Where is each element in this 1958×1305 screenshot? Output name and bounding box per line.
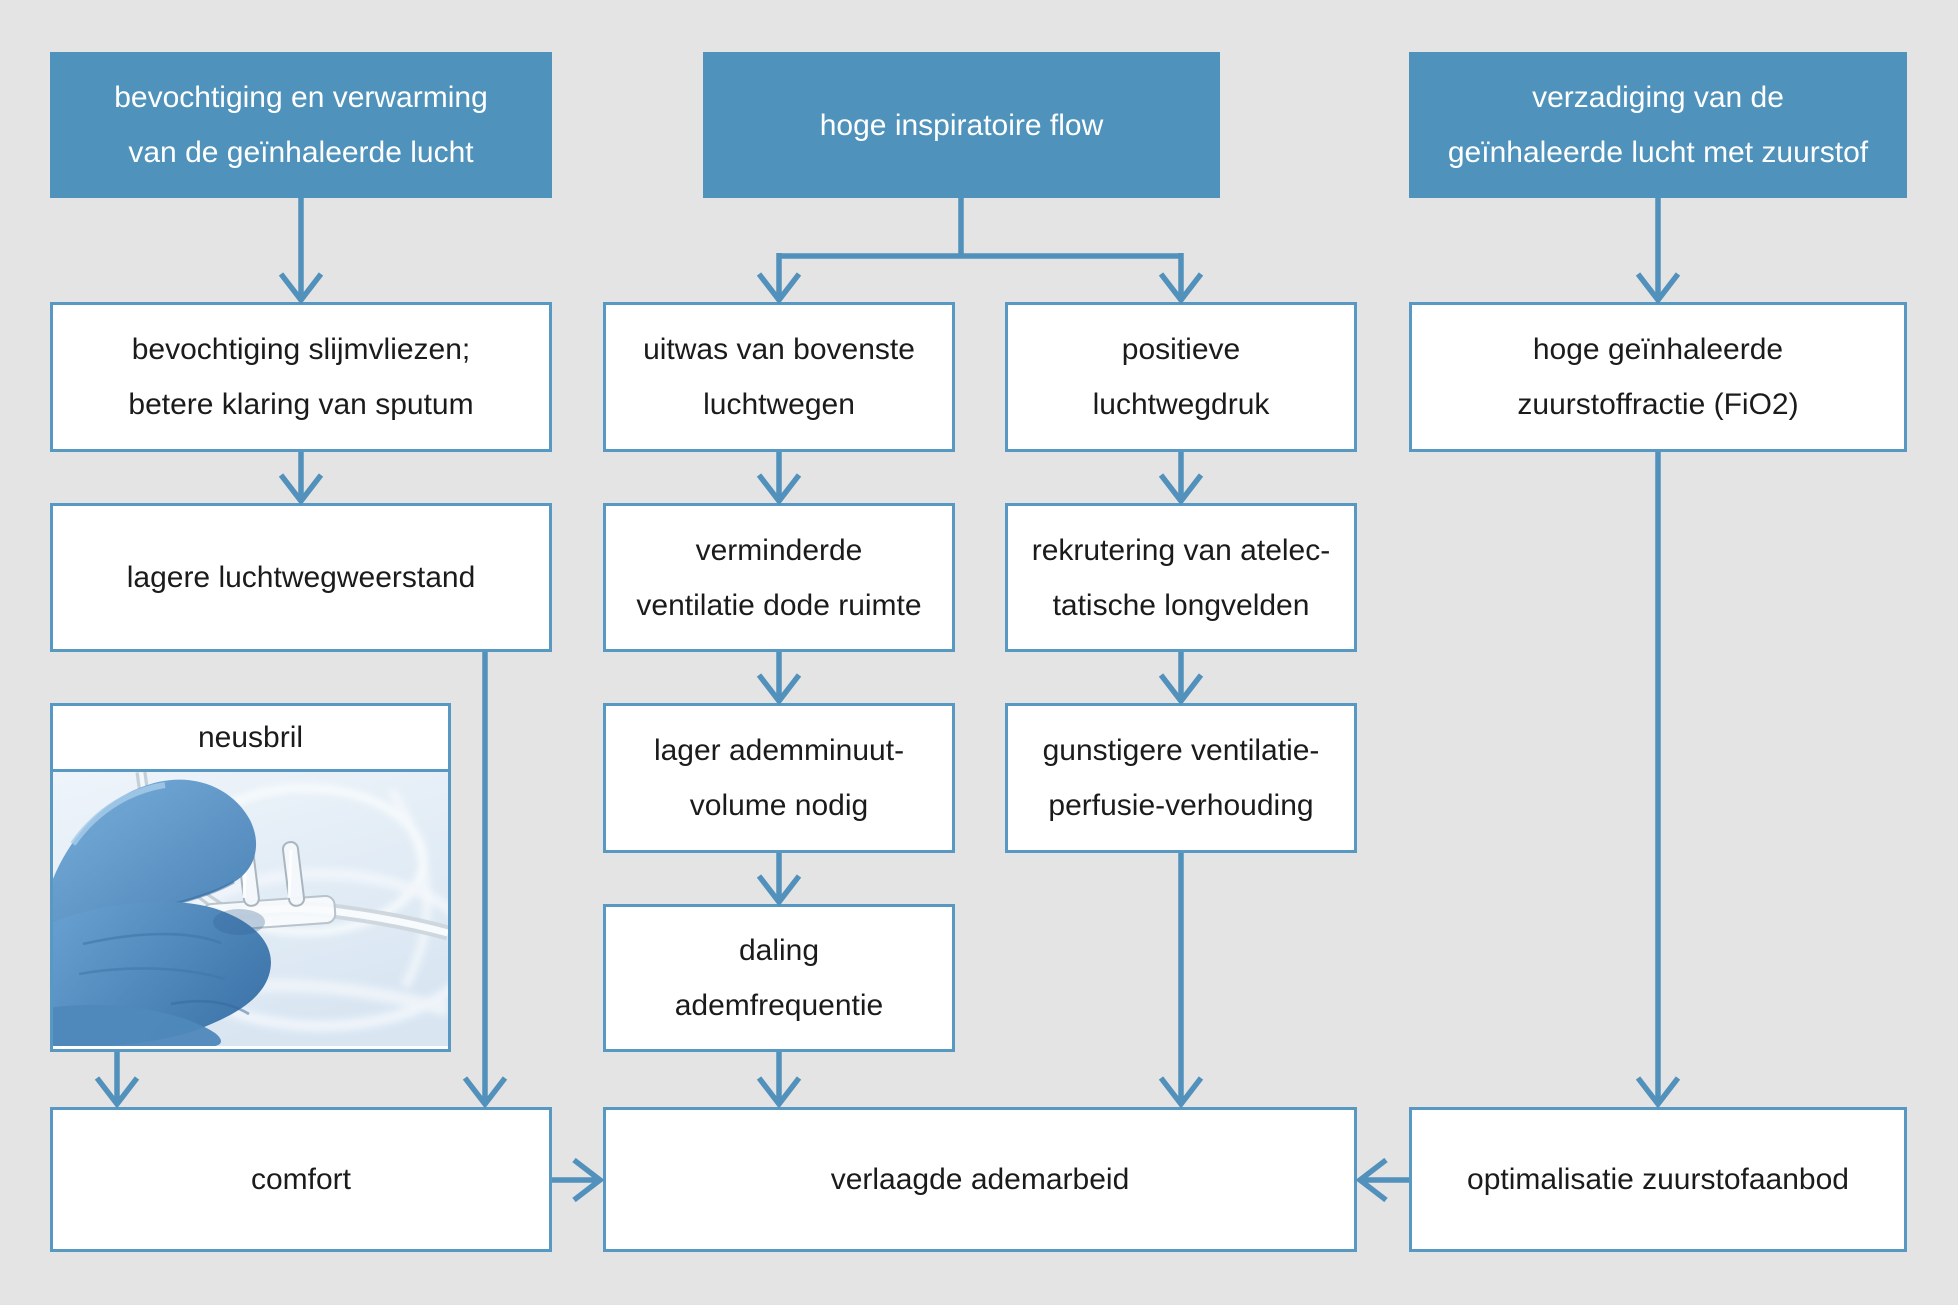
box-text-line: ventilatie dode ruimte (636, 588, 922, 622)
box-mucosa-humidification (50, 302, 552, 452)
box-atelectasis-recruitment (1005, 503, 1357, 652)
box-comfort (50, 1107, 552, 1252)
box-ventilation-perfusion (1005, 703, 1357, 853)
nasal-cannula-photo (53, 772, 448, 1046)
box-text-line: lagere luchtwegweerstand (126, 561, 476, 594)
box-text-line: verlaagde ademarbeid (830, 1163, 1130, 1196)
box-text-line: positieve (1121, 333, 1241, 366)
header-text-line: geïnhaleerde lucht met zuurstof (1447, 136, 1869, 169)
box-text-line: lager ademminuut- (653, 734, 905, 767)
box-positive-airway-pressure (1005, 302, 1357, 452)
header-text-line: verzadiging van de (1532, 81, 1784, 114)
box-lower-minute-volume (603, 703, 955, 853)
box-text-line: perfusie-verhouding (1048, 789, 1314, 822)
box-text-line: daling (738, 934, 820, 967)
box-text-line: zuurstoffractie (FiO2) (1517, 388, 1799, 421)
box-text-line: verminderde (695, 533, 863, 567)
box-lower-airway-resistance (50, 503, 552, 652)
neusbril-caption (53, 706, 448, 772)
box-high-fio2 (1409, 302, 1907, 452)
box-upper-airway-washout (603, 302, 955, 452)
arrow-fio2-to-optimalisation (1638, 452, 1678, 1104)
arrow-mucosa-to-resistance (281, 452, 321, 501)
figure-neusbril (50, 703, 451, 1052)
box-respiratory-rate-drop (603, 904, 955, 1052)
arrow-pressure-to-recruitment (1161, 452, 1201, 501)
box-reduced-work-of-breathing (603, 1107, 1357, 1252)
caption-text: neusbril (197, 720, 304, 754)
arrow-comfort-to-workofbreathing (552, 1160, 600, 1200)
header-oxygen-saturation (1409, 52, 1907, 198)
box-text-line: luchtwegdruk (1092, 388, 1270, 421)
box-text-line: betere klaring van sputum (128, 388, 474, 421)
arrow-resistance-to-comfort (465, 652, 505, 1104)
arrow-neusbril-to-comfort (97, 1052, 137, 1104)
box-text-line: tatische longvelden (1052, 588, 1310, 622)
header-humidification (50, 52, 552, 198)
header-text-line: bevochtiging en verwarming (114, 81, 488, 114)
arrow-saturation-to-fio2 (1638, 198, 1678, 300)
arrow-vq-to-workofbreathing (1161, 853, 1201, 1104)
arrow-optimalisation-to-workofbreathing (1360, 1160, 1409, 1200)
header-text-line: van de geïnhaleerde lucht (128, 136, 474, 169)
header-text-line: hoge inspiratoire flow (819, 108, 1104, 142)
box-text-line: ademfrequentie (674, 989, 884, 1022)
arrow-minutevolume-to-ratedrop (759, 853, 799, 902)
box-text-line: luchtwegen (703, 388, 855, 421)
arrow-ratedrop-to-workofbreathing (759, 1052, 799, 1104)
box-text-line: hoge geïnhaleerde (1532, 333, 1784, 366)
box-text-line: bevochtiging slijmvliezen; (131, 333, 471, 366)
box-oxygen-delivery-optimization (1409, 1107, 1907, 1252)
arrow-deadspace-to-minutevolume (759, 652, 799, 701)
box-text-line: comfort (250, 1163, 352, 1196)
arrow-recruitment-to-vq (1161, 652, 1201, 701)
box-text-line: volume nodig (689, 789, 869, 822)
box-text-line: optimalisatie zuurstofaanbod (1467, 1163, 1849, 1196)
box-reduced-dead-space (603, 503, 955, 652)
arrow-humidification-to-mucosa (281, 198, 321, 300)
arrow-flow-split (759, 198, 1201, 300)
box-text-line: gunstigere ventilatie- (1042, 734, 1320, 767)
box-text-line: uitwas van bovenste (643, 333, 915, 366)
arrow-washout-to-deadspace (759, 452, 799, 501)
box-text-line: rekrutering van atelec- (1031, 533, 1331, 567)
header-inspiratory-flow (703, 52, 1220, 198)
